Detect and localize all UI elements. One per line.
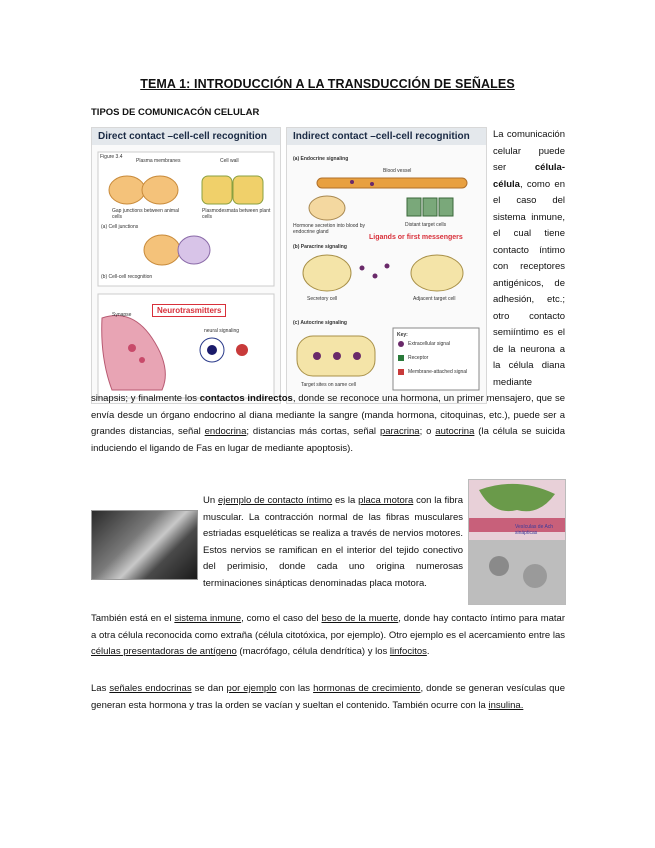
page-title: TEMA 1: INTRODUCCIÓN A LA TRANSDUCCIÓN DE SEÑALES	[140, 77, 515, 91]
p1-text-5: ; o	[419, 426, 436, 437]
p4-underline-insulina: insulina.	[488, 699, 524, 711]
p4-text-3: con las	[276, 683, 314, 694]
label-synapse: Synapse	[112, 312, 132, 318]
paragraph-3	[91, 611, 565, 661]
paragraph-2	[91, 493, 463, 592]
figure-indirect-header: Indirect contact –cell-cell recognition	[287, 128, 486, 145]
label-neural-signaling: neural signaling	[204, 328, 240, 334]
motor-plate-illustration	[469, 480, 565, 604]
p1-bold-celula: célula-célula	[493, 162, 565, 190]
section-subtitle: TIPOS DE COMUNICACÓN CELULAR	[91, 107, 260, 118]
p3-text-2: , como el caso del	[241, 613, 322, 624]
label-endocrine: (a) Endocrine signaling	[293, 156, 349, 162]
p1-text-3: , donde se reconoce una hormona, un primer mensajero, que se envía desde un órgano endocrino al diana mediante la sangre (manda hormona, citoquinas, etc.), puede ser a grandes distancias, señal	[91, 393, 565, 437]
p1-text-4: ; distancias más cortas, señal	[246, 426, 380, 437]
label-adjacent: Adjacent target cell	[413, 296, 456, 302]
p1-text-6: (la célula se suicida induciendo el ligando de Fas en lugar de mediante apoptosis).	[91, 426, 565, 454]
p2-underline-placa-motora: placa motora	[358, 495, 414, 506]
label-figure-number: Figure 3.4	[100, 154, 123, 160]
label-autocrine: (c) Autocrine signaling	[293, 320, 347, 326]
micrograph-float-spacer	[91, 509, 203, 589]
label-cell-junctions: (a) Cell junctions	[101, 224, 139, 230]
paragraph-4	[91, 681, 565, 714]
label-blood-vessel: Blood vessel	[383, 168, 412, 174]
label-extracellular: Extracellular signal	[408, 341, 450, 347]
label-cell-wall: Cell wall	[220, 158, 239, 164]
p3-text-1: También está en el	[91, 613, 175, 624]
p2-text-1: Un	[203, 495, 218, 506]
p4-text-2: se dan	[191, 683, 227, 694]
paragraph-1	[91, 127, 565, 457]
p1-text-2: , como en el caso del sistema inmune, el cual tiene contacto íntimo con receptores antigénicos, de adhesión, etc.; otro contacto semiíntimo es el de la neurona a la célula diana mediante sinapsis; y finalmente los	[91, 178, 565, 404]
p4-underline-senales-endocrinas: señales endocrinas	[109, 683, 192, 694]
p1-underline-autocrina: autocrina	[435, 426, 475, 437]
p4-underline-hormonas-crecimiento: hormonas de crecimiento	[313, 683, 421, 694]
label-paracrine: (b) Paracrine signaling	[293, 244, 347, 250]
p1-text-1: La comunicación celular puede ser	[493, 129, 565, 173]
label-secretory: Secretory cell	[307, 296, 338, 302]
figure-motor-plate-diagram	[468, 479, 566, 605]
paragraph-4-text	[91, 681, 565, 714]
p2-text-2: es la	[332, 495, 359, 506]
label-receptor: Receptor	[408, 355, 429, 361]
p1-bold-indirectos: contactos indirectos	[199, 393, 293, 404]
paragraph-2-text	[91, 493, 463, 592]
label-hormone-secretion: Hormone secretion into blood by endocrine gland	[293, 223, 365, 235]
p3-text-3: , donde hay contacto íntimo para matar a otra célula reconocida como extraña (célula citotóxica, por ejemplo). Otro ejemplo es el acercamiento entre las	[91, 613, 565, 641]
label-plasma-membrane: Plasma membranes	[136, 158, 181, 164]
p3-underline-beso-muerte: beso de la muerte	[321, 613, 399, 624]
p1-underline-endocrina: endocrina	[204, 426, 247, 437]
label-gap-junctions: Gap junctions between animal cells	[112, 208, 179, 220]
label-distant-target: Distant target cells	[405, 222, 447, 228]
p4-text-4: , donde se generan vesículas que generan esta hormona y tras la orden se vacían y sueltan el contenido. También ocurre con la	[91, 683, 565, 711]
label-vesicles: Vesículas de Ach sinápticas	[515, 524, 554, 536]
figure-direct-header: Direct contact –cell-cell recognition	[92, 128, 280, 145]
p2-underline-contacto-intimo: ejemplo de contacto íntimo	[218, 495, 333, 506]
p4-text-1: Las	[91, 683, 110, 694]
label-membrane-attached: Membrane-attached signal	[408, 369, 468, 375]
p4-underline-por-ejemplo: por ejemplo	[226, 683, 277, 694]
label-target-sites: Target sites on same cell	[301, 382, 357, 388]
p3-text-5: .	[426, 646, 430, 657]
label-ligands: Ligands or first messengers	[369, 234, 463, 241]
label-cell-recognition: (b) Cell-cell recognition	[101, 274, 153, 280]
figure-float-spacer	[91, 127, 493, 389]
p1-underline-paracrina: paracrina	[379, 426, 420, 437]
label-plasmodesmata: Plasmodesmata between plant cells	[202, 208, 271, 220]
p3-underline-linfocitos: linfocitos	[389, 646, 427, 657]
p3-underline-sistema-inmune: sistema inmune	[174, 613, 242, 624]
label-key: Key:	[397, 332, 408, 338]
p2-text-3: con la fibra muscular. La contracción normal de las fibras musculares estriadas esqueléticas se realiza a través de nervios motores. Estos nervios se ramifican en el interior del tejido conectivo del perimisio, donde cada uno origina numerosas terminaciones sinápticas denominadas placa motora.	[203, 495, 463, 589]
p3-text-4: (macrófago, célula dendrítica) y los	[236, 646, 390, 657]
label-neurotrasmitters: Neurotrasmitters	[152, 304, 226, 317]
p3-underline-celulas-presentadoras: células presentadoras de antígeno	[91, 646, 237, 657]
paragraph-3-text	[91, 611, 565, 661]
